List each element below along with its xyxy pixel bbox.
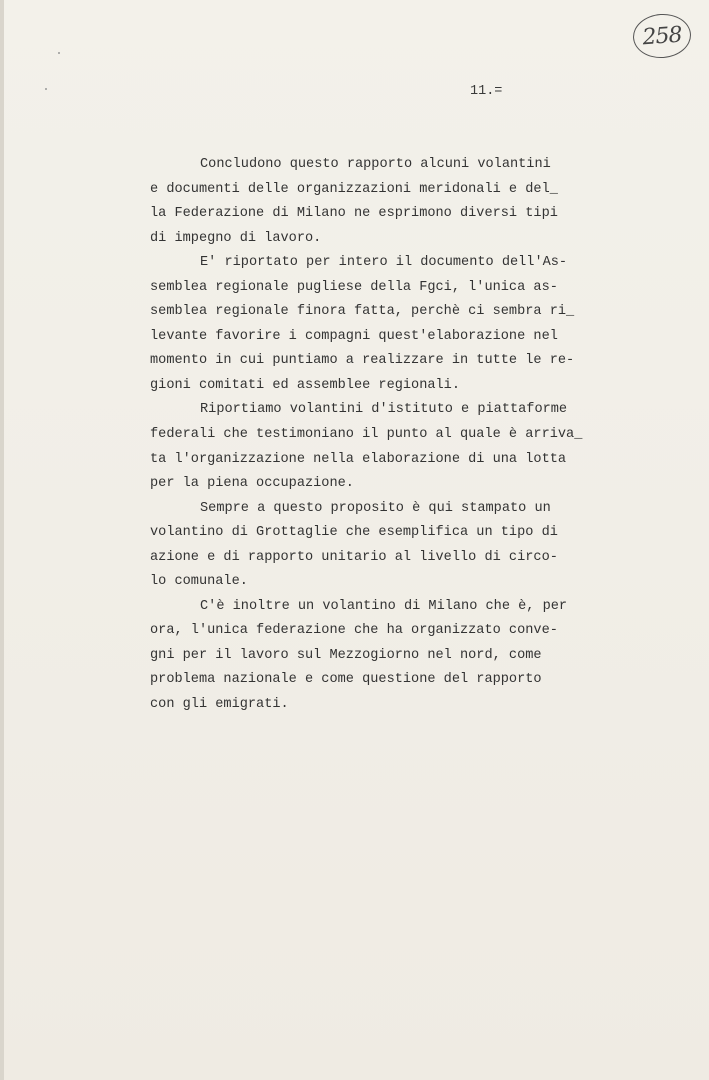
scan-speck	[45, 88, 47, 90]
archive-stamp-number: 258	[632, 12, 693, 60]
text-line: semblea regionale pugliese della Fgci, l'unica as-	[150, 279, 558, 295]
text-line: la Federazione di Milano ne esprimono diversi tipi	[150, 206, 558, 222]
page-number: 11.=	[470, 84, 503, 99]
text-line: federali che testimoniano il punto al quale è arriva_	[150, 427, 583, 443]
text-line: problema nazionale e come questione del rapporto	[150, 672, 542, 688]
text-line: semblea regionale finora fatta, perchè ci sembra ri_	[150, 304, 575, 320]
text-line: gni per il lavoro sul Mezzogiorno nel nord, come	[150, 647, 542, 663]
document-body	[150, 153, 590, 718]
text-line: lo comunale.	[150, 574, 248, 590]
text-line: azione e di rapporto unitario al livello di circo-	[150, 549, 558, 565]
text-line: ora, l'unica federazione che ha organizzato conve-	[150, 623, 558, 639]
text-line: volantino di Grottaglie che esemplifica un tipo di	[150, 525, 558, 541]
text-line: di impegno di lavoro.	[150, 230, 322, 246]
text-line: e documenti delle organizzazioni meridonali e del_	[150, 181, 558, 197]
page-edge	[0, 0, 4, 1080]
text-line: Sempre a questo proposito è qui stampato un	[200, 500, 551, 516]
text-line: Concludono questo rapporto alcuni volantini	[200, 157, 551, 172]
text-line: gioni comitati ed assemblee regionali.	[150, 377, 460, 393]
text-line: con gli emigrati.	[150, 697, 289, 713]
text-line: Riportiamo volantini d'istituto e piattaforme	[200, 402, 568, 418]
text-line: ta l'organizzazione nella elaborazione di una lotta	[150, 451, 567, 467]
scan-speck	[58, 52, 60, 54]
text-line: levante favorire i compagni quest'elaborazione nel	[150, 328, 558, 344]
text-line: E' riportato per intero il documento dell'As-	[200, 255, 568, 271]
text-line: momento in cui puntiamo a realizzare in tutte le re-	[150, 353, 575, 369]
text-line: C'è inoltre un volantino di Milano che è, per	[200, 598, 568, 614]
text-line: per la piena occupazione.	[150, 476, 354, 492]
